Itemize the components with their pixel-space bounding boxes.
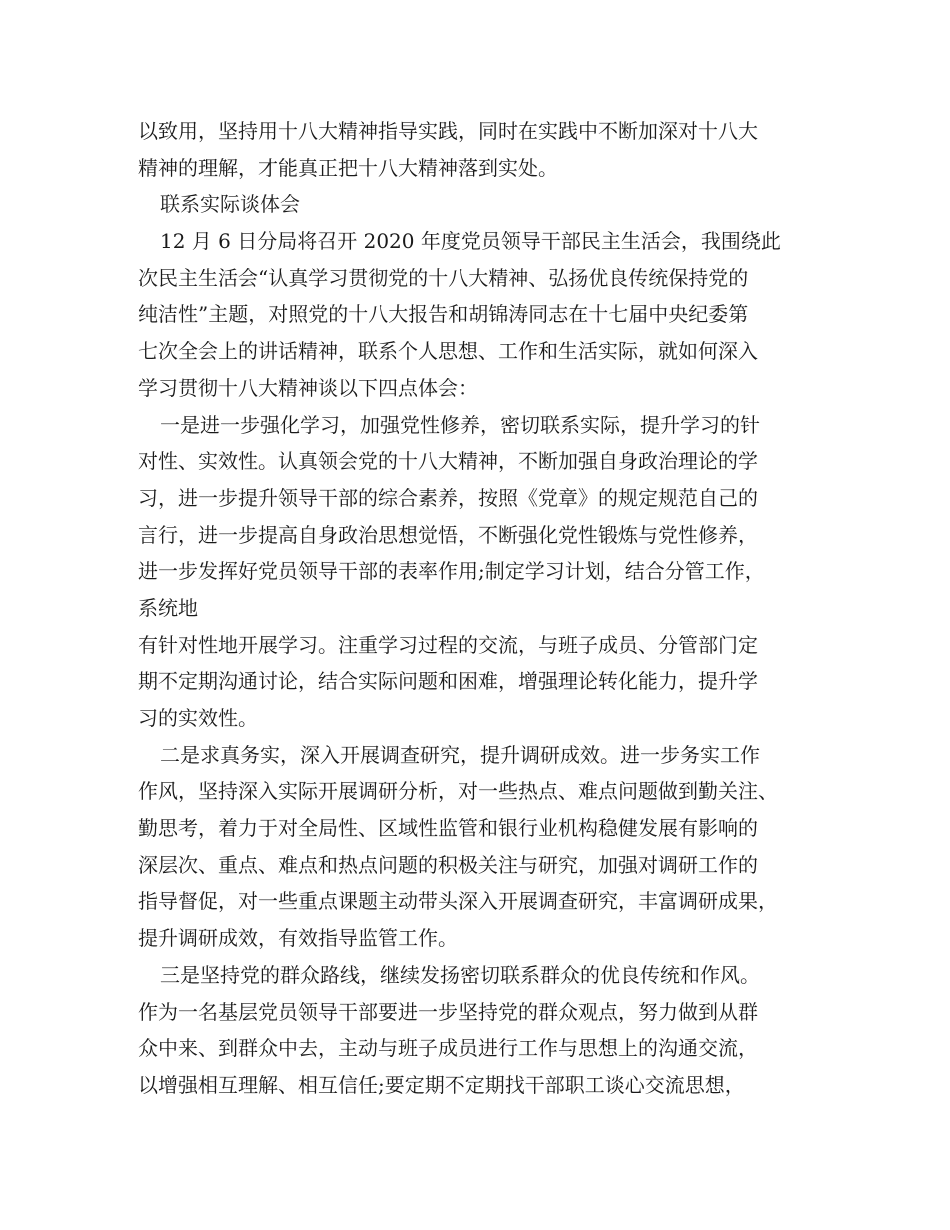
text-line: 习的实效性。 bbox=[138, 706, 258, 730]
text-line: 次民主生活会“认真学习贯彻党的十八大精神、弘扬优良传统保持党的 bbox=[138, 265, 749, 290]
text-line: 学习贯彻十八大精神谈以下四点体会： bbox=[138, 375, 478, 400]
text-line: 众中来、到群众中去，主动与班子成员进行工作与思想上的沟通交流， bbox=[138, 1036, 758, 1061]
text-line: 勤思考，着力于对全局性、区域性监管和银行业机构稳健发展有影响的 bbox=[138, 816, 758, 841]
body-text bbox=[138, 113, 838, 1104]
text-line: 12 月 6 日分局将召开 2020 年度党员领导干部民主生活会，我围绕此 bbox=[160, 229, 781, 254]
text-line: 期不定期沟通讨论，结合实际问题和困难，增强理论转化能力，提升学 bbox=[138, 669, 758, 694]
text-line: 深层次、重点、难点和热点问题的积极关注与研究，加强对调研工作的 bbox=[138, 852, 758, 877]
text-line: 进一步发挥好党员领导干部的表率作用;制定学习计划，结合分管工作， bbox=[138, 559, 765, 584]
text-line: 作风，坚持深入实际开展调研分析，对一些热点、难点问题做到勤关注、 bbox=[138, 779, 778, 804]
text-line: 三是坚持党的群众路线，继续发扬密切联系群众的优良传统和作风。 bbox=[160, 962, 760, 987]
text-line: 以致用，坚持用十八大精神指导实践，同时在实践中不断加深对十八大 bbox=[138, 119, 758, 143]
text-line: 七次全会上的讲话精神，联系个人思想、工作和生活实际，就如何深入 bbox=[138, 339, 758, 364]
text-line: 有针对性地开展学习。注重学习过程的交流，与班子成员、分管部门定 bbox=[138, 632, 758, 657]
text-line: 习，进一步提升领导干部的综合素养，按照《党章》的规定规范自己的 bbox=[138, 485, 758, 510]
text-line: 作为一名基层党员领导干部要进一步坚持党的群众观点，努力做到从群 bbox=[138, 999, 758, 1024]
text-line: 以增强相互理解、相互信任;要定期不定期找干部职工谈心交流思想， bbox=[138, 1072, 745, 1097]
text-line: 联系实际谈体会 bbox=[160, 192, 300, 217]
text-line: 纯洁性”主题，对照党的十八大报告和胡锦涛同志在十七届中央纪委第 bbox=[138, 302, 749, 327]
text-line: 一是进一步强化学习，加强党性修养，密切联系实际，提升学习的针 bbox=[160, 412, 760, 437]
text-line: 二是求真务实，深入开展调查研究，提升调研成效。进一步务实工作 bbox=[160, 742, 760, 767]
text-line: 精神的理解，才能真正把十八大精神落到实处。 bbox=[138, 155, 558, 180]
text-line: 对性、实效性。认真领会党的十八大精神，不断加强自身政治理论的学 bbox=[138, 449, 758, 474]
text-line: 言行，进一步提高自身政治思想觉悟，不断强化党性锻炼与党性修养， bbox=[138, 522, 758, 547]
text-line: 指导督促，对一些重点课题主动带头深入开展调查研究，丰富调研成果， bbox=[138, 889, 778, 914]
text-line: 系统地 bbox=[138, 595, 198, 620]
text-line: 提升调研成效，有效指导监管工作。 bbox=[138, 926, 458, 951]
